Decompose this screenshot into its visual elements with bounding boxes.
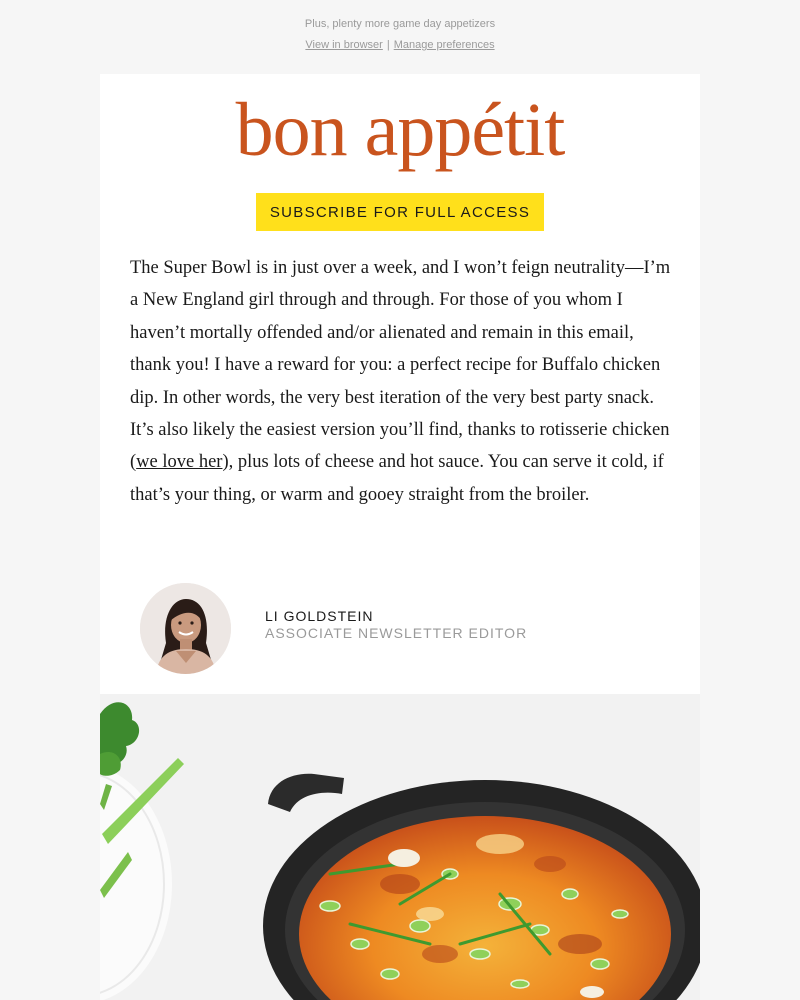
- preheader: [0, 0, 800, 58]
- author-byline: [140, 583, 660, 675]
- buffalo-chicken-dip-skillet-photo[interactable]: [100, 694, 700, 1000]
- we-love-her-link[interactable]: we love her: [136, 452, 223, 473]
- view-in-browser-link[interactable]: View in browser: [305, 39, 383, 51]
- email-card: [100, 74, 700, 694]
- preheader-links: [0, 37, 800, 53]
- author-role: ASSOCIATE NEWSLETTER EDITOR: [265, 625, 528, 641]
- author-name: LI GOLDSTEIN: [265, 608, 374, 624]
- manage-preferences-link[interactable]: Manage preferences: [393, 39, 495, 51]
- subscribe-button[interactable]: SUBSCRIBE FOR FULL ACCESS: [256, 193, 544, 231]
- intro-text-after-link: ), plus lots of cheese and hot sauce. You can serve it cold, if that’s your thing, or warm and gooey straight from the broiler.: [130, 452, 664, 505]
- avatar: [140, 583, 231, 674]
- link-separator: |: [386, 39, 390, 51]
- bon-appetit-logo[interactable]: bon appétit: [235, 88, 565, 172]
- intro-paragraph: [130, 252, 675, 511]
- preheader-tagline: Plus, plenty more game day appetizers: [304, 18, 496, 30]
- intro-text-before-link: The Super Bowl is in just over a week, and I won’t feign neutrality—I’m a New England girl through and through. For those of you whom I haven’t mortally offended and/or alienated and remain in this email, thank you! I have a reward for you: a perfect recipe for Buffalo chicken dip. In other words, the very best iteration of the very best party snack. It’s also likely the easiest version you’ll find, thanks to rotisserie chicken (: [130, 258, 671, 473]
